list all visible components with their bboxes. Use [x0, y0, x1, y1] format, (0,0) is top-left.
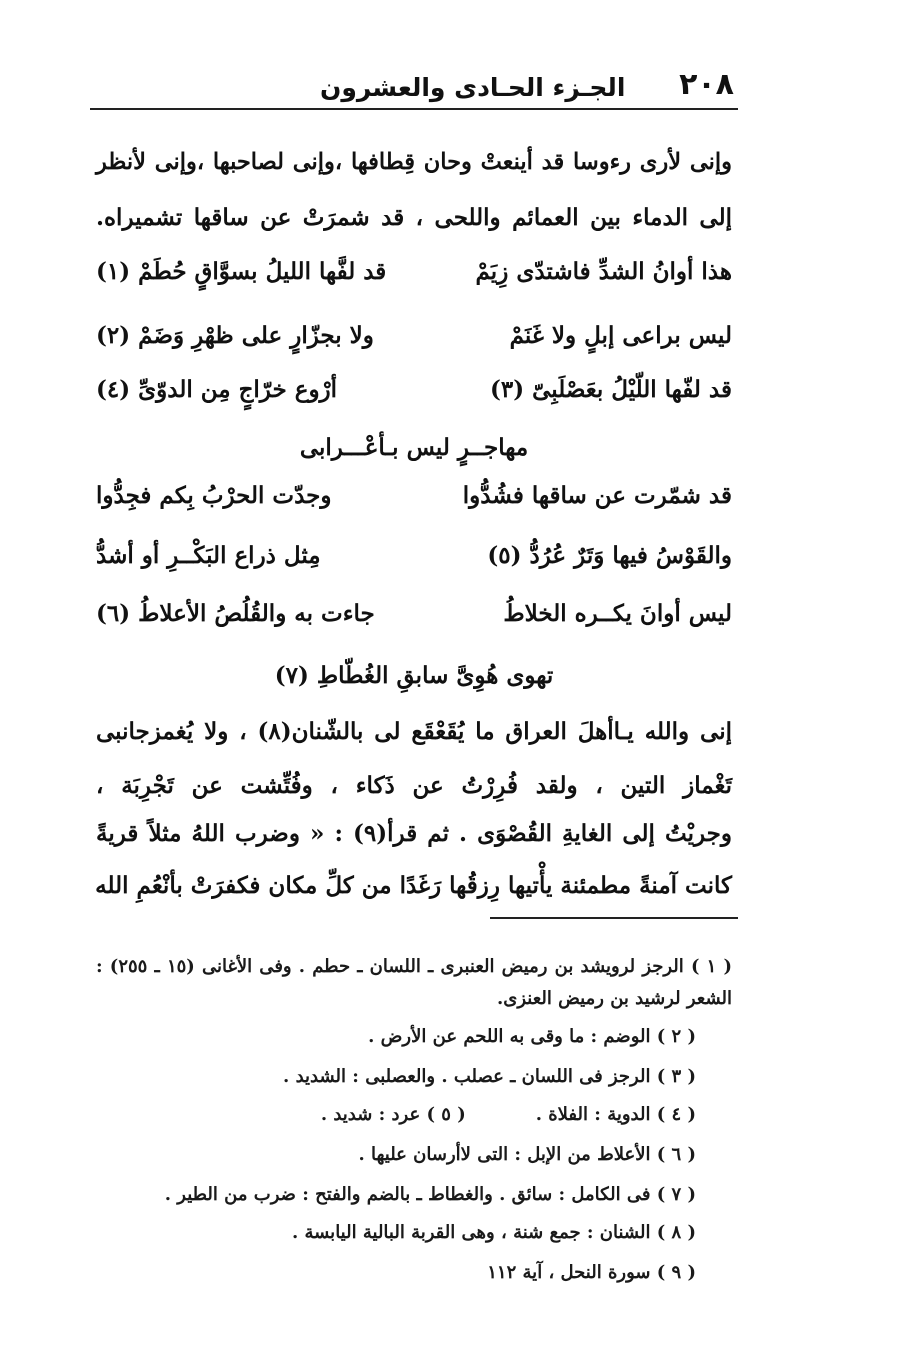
page-number: ٢٠٨: [679, 67, 734, 102]
hemistich: جاءت به والقُلُصُ الأعلاطُ (٦): [96, 600, 375, 627]
hemistich: والقَوْسُ فيها وَتَرٌ عُرُدُّ (٥): [487, 542, 732, 569]
verse-6-tail: تهوى هُوِىَّ سابقِ الغُطّاطِ (٧): [274, 662, 554, 689]
hemistich: ليس أوانَ يكــره الخلاطُ: [503, 600, 732, 627]
hemistich: ليس براعى إبلٍ ولا غَنَمْ: [509, 322, 732, 349]
prose-line-4: تَغْماز التين ، ولقد فُرِرْتُ عن ذَكاء ، وفُتِّشت عن تَجْرِبَة ،: [96, 772, 732, 799]
hemistich: وجدّت الحرْبُ بِكم فجِدُّوا: [96, 482, 332, 509]
hemistich: هذا أوانُ الشدِّ فاشتدّى زِيَمْ: [475, 258, 732, 285]
hemistich: أرْوع خرّاجٍ مِن الدوّىِّ (٤): [96, 376, 338, 403]
footnote-7: ( ٧ ) فى الكامل : سائق . والغطاط ـ بالضم والفتح : ضرب من الطير .: [164, 1184, 696, 1205]
prose-line-5: وجريْتُ إلى الغايةِ القُصْوَى . ثم قرأ(٩) : « وضرب اللهُ مثلاً قريةً: [96, 820, 732, 847]
running-title: الجـزء الحـادى والعشرون: [320, 73, 626, 102]
verse-1: [96, 252, 732, 292]
verse-4: [96, 476, 732, 516]
hemistich: مِثل ذراع البَكْــرِ أو أشدُّ: [96, 542, 321, 569]
header-rule: [90, 108, 738, 110]
verse-3: [96, 370, 732, 410]
verse-6: [96, 594, 732, 634]
prose-line-6: كانت آمنةً مطمئنة يأْتيها رِزقُها رَغَدًا من كلِّ مكان فكفرَتْ بأنْعُمِ الله: [95, 872, 732, 899]
footnotes-4-5: [96, 1100, 696, 1130]
hemistich: ولا بجزّارٍ على ظهْرِ وَضَمْ (٢): [96, 322, 374, 349]
hemistich: قد لفَّها الليلُ بسوَّاقٍ حُطَمْ (١): [96, 258, 387, 285]
page-header: [92, 58, 734, 102]
footnote-1-continued: الشعر لرشيد بن رميض العنزى.: [496, 988, 732, 1009]
prose-line-2: إلى الدماء بين العمائم واللحى ، قد شمرَتْ عن ساقها تشميراه.: [96, 204, 732, 231]
footnote-rule: [490, 917, 738, 919]
footnote-4: ( ٤ ) الدوية : الفلاة .: [535, 1104, 696, 1125]
hemistich: قد لفّها اللّيْلُ بعَصْلَبِىّ (٣): [489, 376, 732, 403]
footnote-3: ( ٣ ) الرجز فى اللسان ـ عصلب . والعصلبى : الشديد .: [283, 1066, 696, 1087]
footnote-2: ( ٢ ) الوضم : ما وقى به اللحم عن الأرض .: [368, 1026, 696, 1047]
footnote-5: ( ٥ ) عرد : شديد .: [320, 1104, 466, 1125]
footnote-1: ( ١ ) الرجز لرويشد بن رميض العنبرى ـ اللسان ـ حطم . وفى الأغانى (١٥ ـ ٢٥٥) :: [96, 956, 732, 977]
footnote-8: ( ٨ ) الشنان : جمع شنة ، وهى القربة البالية اليابسة .: [291, 1222, 696, 1243]
footnote-9: ( ٩ ) سورة النحل ، آية ١١٢: [487, 1262, 696, 1283]
verse-2: [96, 316, 732, 356]
hemistich: قد شمّرت عن ساقها فشُدُّوا: [462, 482, 732, 509]
footnote-6: ( ٦ ) الأعلاط من الإبل : التى لاأرسان عليها .: [358, 1144, 696, 1165]
prose-line-3: إنى والله يـاأهلَ العراق ما يُقَعْقَع لى بالشّنان(٨) ، ولا يُغمزجانبى: [96, 718, 732, 745]
prose-line-1: وإنى لأرى رءوسا قد أينعتْ وحان قِطافها ،وإنى لصاحبها ،وإنى لأنظر: [96, 149, 732, 175]
verse-3-tail: مهاجــرٍ ليس بـأعْـــرابى: [299, 434, 529, 461]
verse-5: [96, 536, 732, 576]
